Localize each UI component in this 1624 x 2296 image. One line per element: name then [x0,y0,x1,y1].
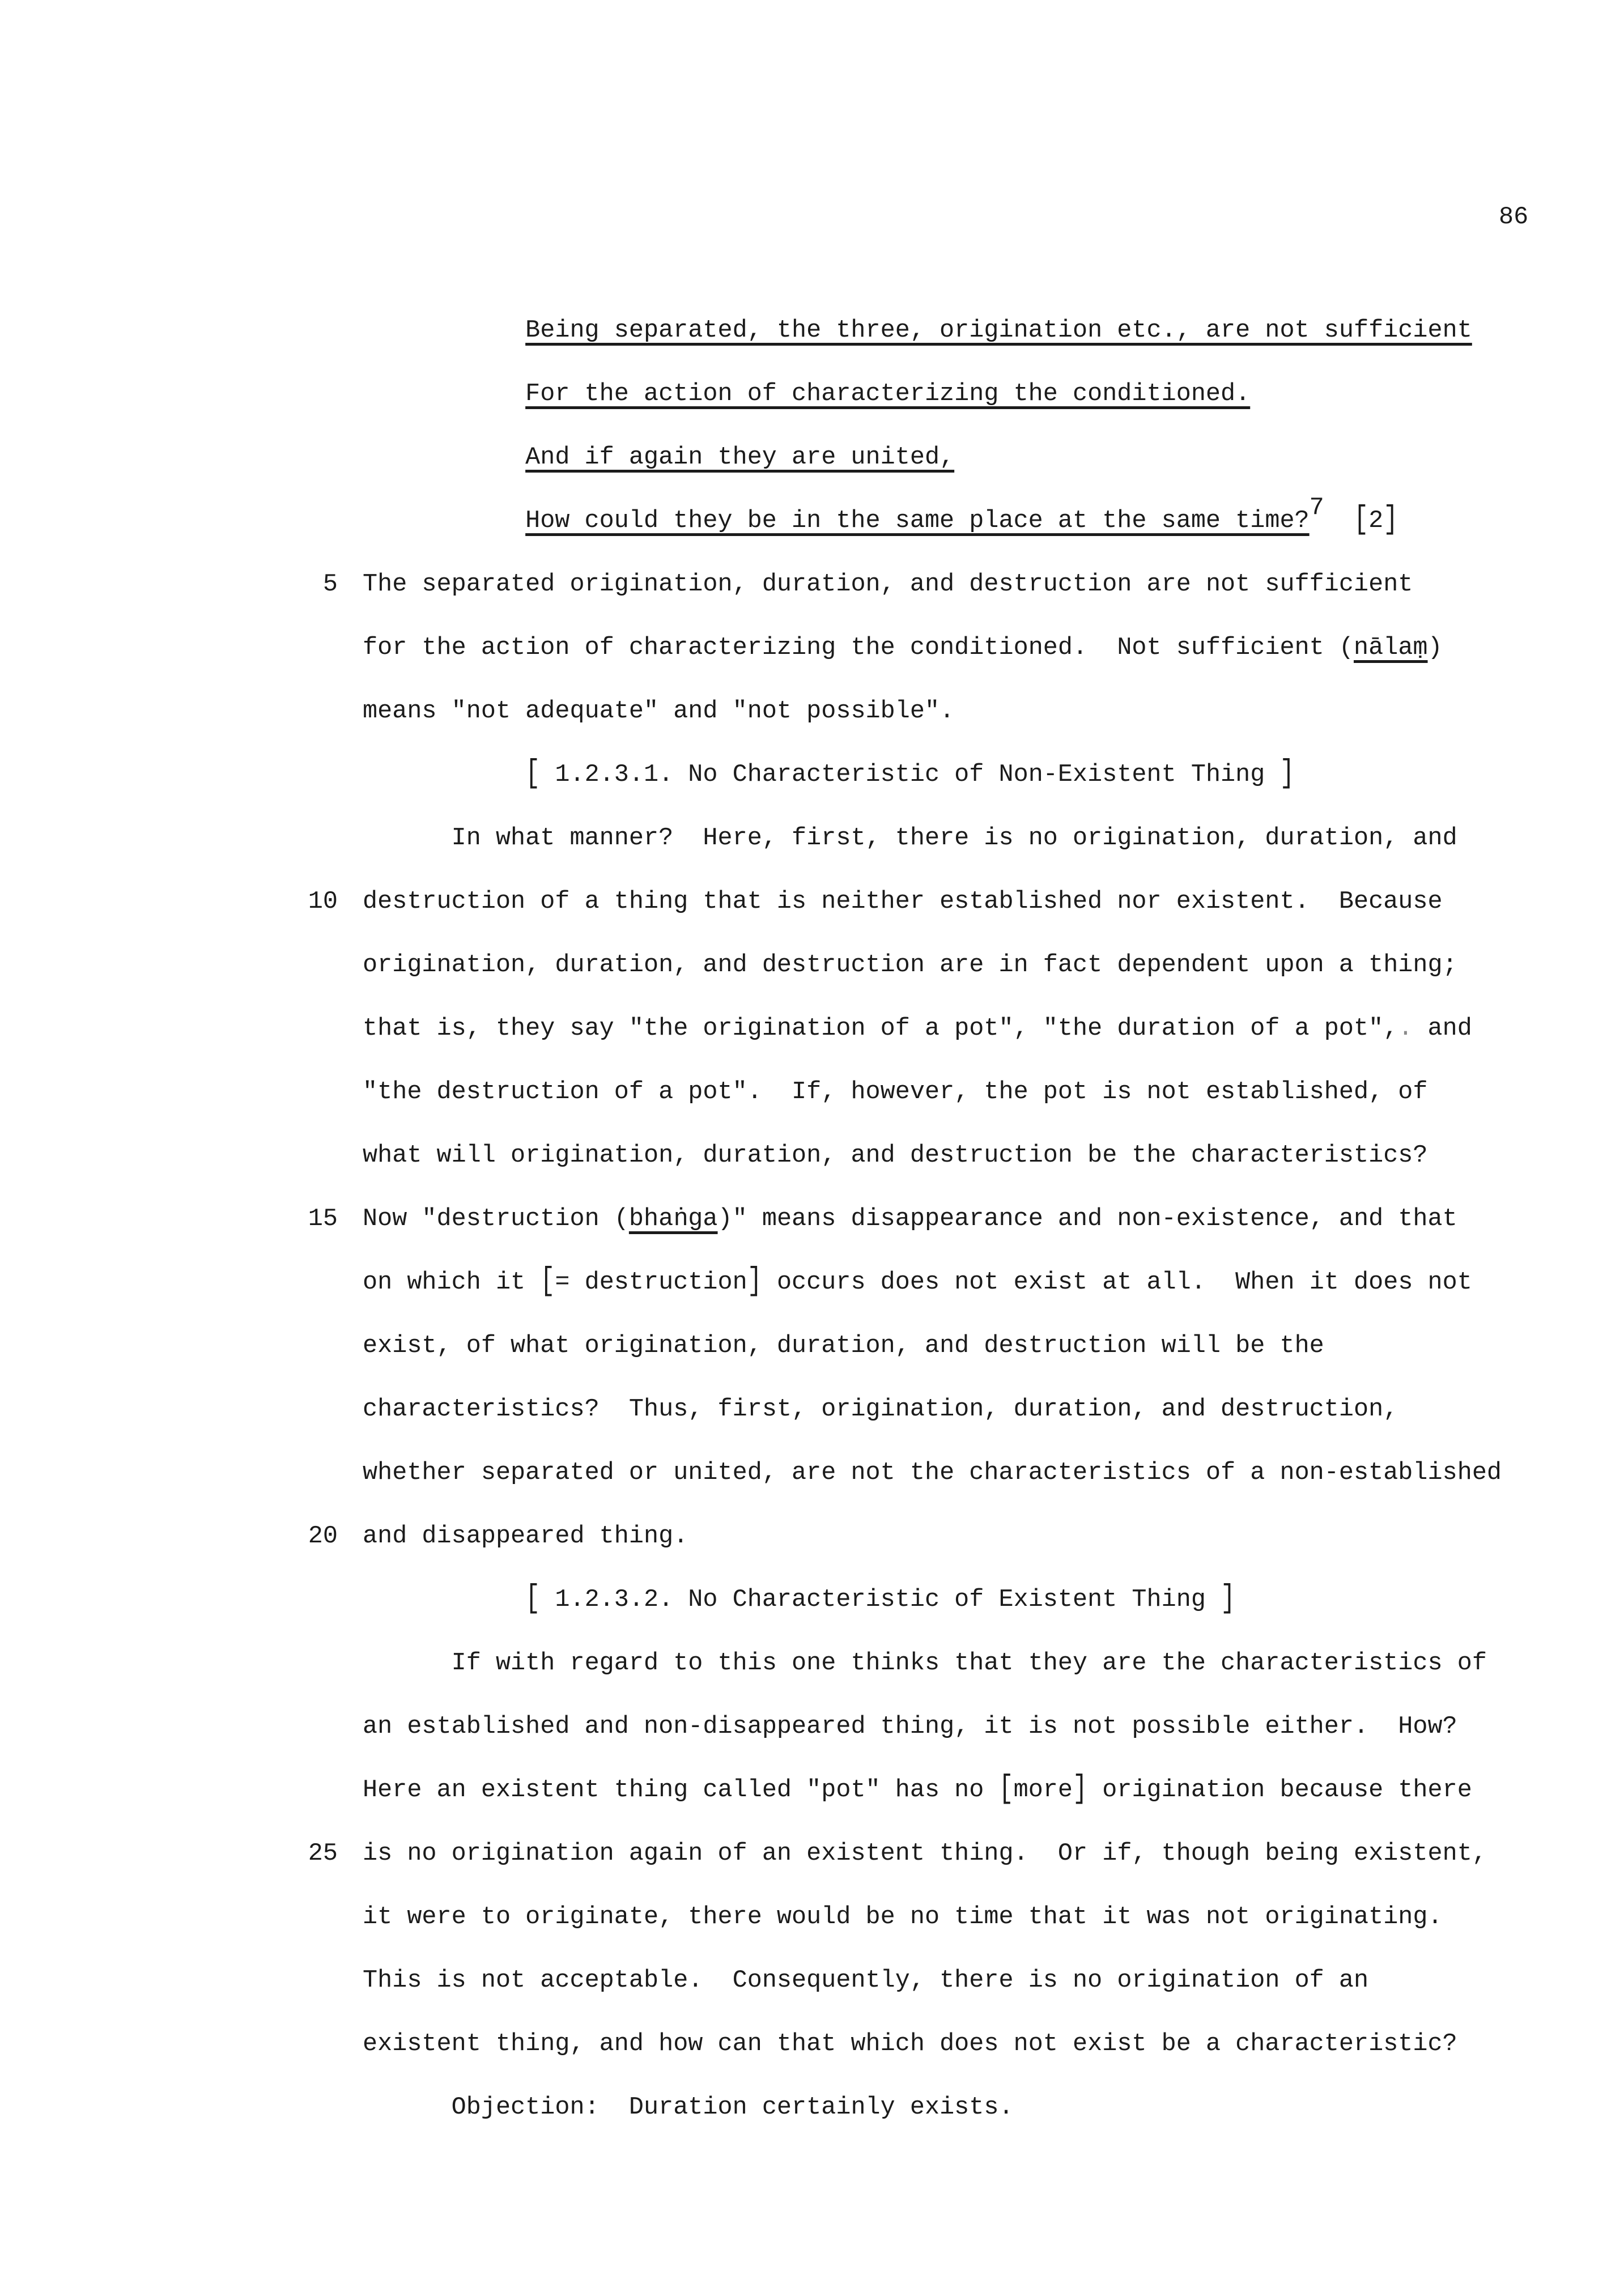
text-segment: it were to originate, there would be no time that it was not originating. [363,1903,1443,1931]
verse-number: 2 [1368,507,1384,535]
text-line [308,1822,1502,1886]
text-segment: more [1013,1776,1073,1804]
bracket: ] [1383,501,1398,538]
text-line [322,553,1502,616]
text-line [363,934,1502,997]
text-segment: that is, they say "the origination of a pot", "the duration of a pot", [363,1015,1398,1043]
page-number: 86 [1499,203,1529,231]
sanskrit-term: nālaṃ [1354,634,1428,662]
text-line [452,1632,1502,1695]
bracket: [ [525,1580,541,1617]
bracket: [ [525,755,541,792]
text-segment [1324,507,1354,535]
text-segment: = destruction [555,1269,747,1296]
text-segment: an established and non-disappeared thing, it is not possible either. How? [363,1713,1457,1741]
text-line [363,1886,1502,1949]
text-line [363,616,1502,680]
text-segment: what will origination, duration, and destruction be the characteristics? [363,1142,1428,1170]
text-segment: 1.2.3.2. No Characteristic of Existent Thing [540,1586,1221,1614]
margin-line-number: 10 [308,888,338,916]
text-segment: ) [1427,634,1443,662]
verse-line [525,490,1502,553]
text-line [308,1188,1502,1251]
verse-line [525,299,1502,363]
section-heading [525,1568,1502,1632]
text-segment: If with regard to this one thinks that they are the characteristics of [451,1649,1487,1677]
margin-line-number: 20 [308,1523,338,1550]
text-segment: )" means disappearance and non-existence, and that [717,1205,1457,1233]
text-segment: characteristics? Thus, first, origination, duration, and destruction, [363,1396,1398,1423]
section-heading [525,743,1502,807]
verse-line [525,363,1502,426]
bracket: ] [747,1263,762,1300]
text-segment: whether separated or united, are not the characteristics of a non-established [363,1459,1502,1487]
text-line [363,1949,1502,2013]
text-line [363,1695,1502,1759]
text-segment: In what manner? Here, first, there is no origination, duration, and [451,824,1457,852]
text-segment: And if again they are united, [525,444,955,471]
text-segment: and disappeared thing. [363,1523,688,1550]
text-line [363,1124,1502,1188]
bracket: ] [1221,1580,1236,1617]
text-line [363,1061,1502,1124]
bracket: [ [998,1771,1014,1808]
text-segment: The separated origination, duration, and destruction are not sufficient [363,571,1413,598]
text-segment: Being separated, the three, origination etc., are not sufficient [525,317,1472,345]
text-line [363,1442,1502,1505]
text-line [363,1378,1502,1442]
text-line [308,870,1502,934]
text-segment: on which it [363,1269,541,1296]
text-segment: 1.2.3.1. No Characteristic of Non-Existent Thing [540,761,1280,789]
text-segment: occurs does not exist at all. When it does not [762,1269,1472,1296]
text-line [363,1759,1502,1822]
text-line [452,2076,1502,2140]
sanskrit-term: bhaṅga [628,1205,718,1233]
bracket: [ [540,1263,555,1300]
text-line [363,1251,1502,1315]
text-segment: is no origination again of an existent thing. Or if, though being existent, [363,1840,1487,1868]
footnote-ref: 7 [1309,494,1324,522]
text-segment: Now "destruction ( [363,1205,629,1233]
text-segment: for the action of characterizing the conditioned. Not sufficient ( [363,634,1354,662]
text-segment: origination because there [1087,1776,1472,1804]
text-segment: "the destruction of a pot". If, however, the pot is not established, of [363,1078,1428,1106]
text-segment: Here an existent thing called "pot" has no [363,1776,999,1804]
text-segment: means "not adequate" and "not possible". [363,698,955,725]
margin-line-number: 25 [308,1840,338,1868]
text-segment: destruction of a thing that is neither established nor existent. Because [363,888,1443,916]
text-line [452,807,1502,870]
text-segment: This is not acceptable. Consequently, there is no origination of an [363,1967,1369,1995]
text-line [363,2013,1502,2076]
text-segment: Objection: Duration certainly exists. [451,2094,1014,2121]
bracket: ] [1279,755,1295,792]
text-segment: and [1413,1015,1472,1043]
bracket: ] [1073,1771,1088,1808]
document-body [308,299,1502,2140]
text-line [363,997,1502,1061]
margin-line-number: 15 [308,1205,338,1233]
text-segment: origination, duration, and destruction are in fact dependent upon a thing; [363,951,1457,979]
bracket: [ [1354,501,1369,538]
text-segment: How could they be in the same place at the same time? [525,507,1310,535]
text-line [363,1315,1502,1378]
text-segment: exist, of what origination, duration, and destruction will be the [363,1332,1324,1360]
text-segment: For the action of characterizing the conditioned. [525,380,1251,408]
margin-line-number: 5 [322,571,338,598]
text-segment: existent thing, and how can that which does not exist be a characteristic? [363,2030,1457,2058]
stray-mark: . [1398,1015,1413,1043]
